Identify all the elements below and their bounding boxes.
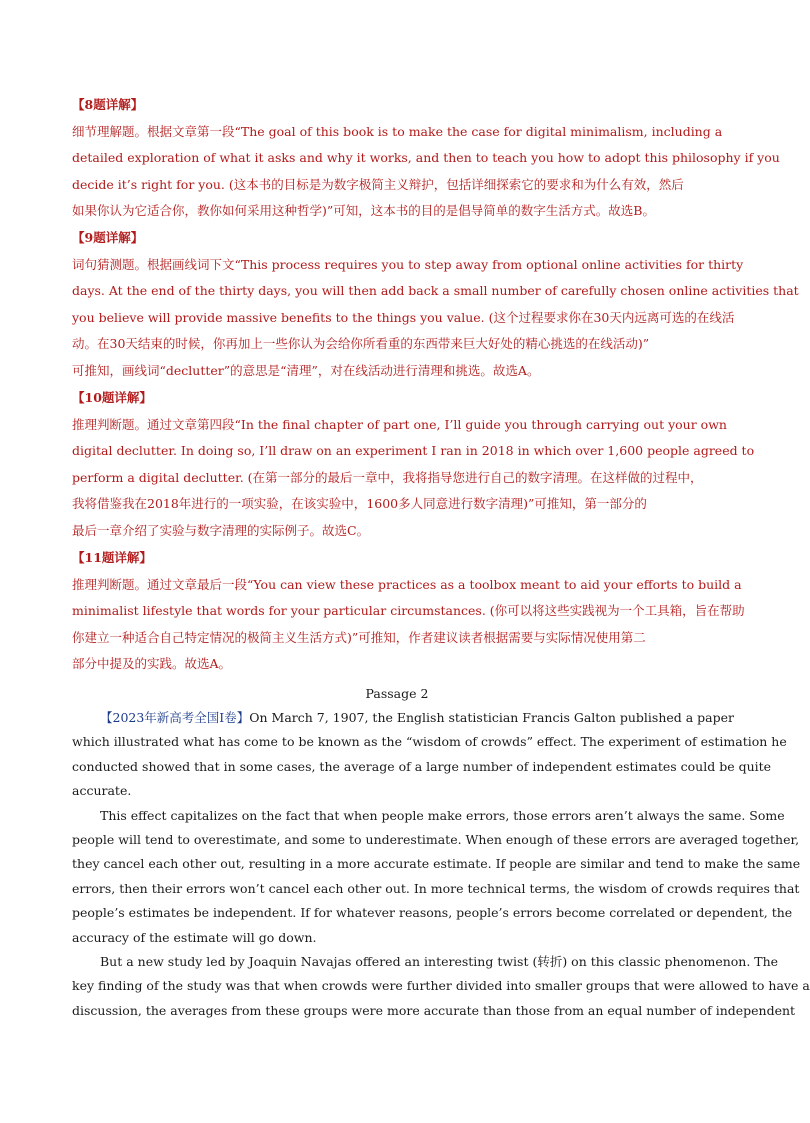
q10-line: 最后一章介绍了实验与数字清理的实际例子。故选C。 <box>72 522 370 538</box>
passage2-line: accurate. <box>72 783 132 799</box>
passage2-line: key finding of the study was that when crowds were further divided into smaller groups that were allowed to have a <box>72 978 810 994</box>
q8-line: 细节理解题。根据文章第一段“The goal of this book is to make the case for digital minimalism, including a <box>72 123 723 139</box>
passage2-line: But a new study led by Joaquin Navajas offered an interesting twist (转折) on this classic phenomenon. The <box>100 953 779 969</box>
q10-explanation <box>72 385 755 545</box>
q11-line: minimalist lifestyle that words for your particular circumstances. (你可以将这些实践视为一个工具箱，旨在帮助 <box>72 603 745 619</box>
passage2-line: they cancel each other out, resulting in a more accurate estimate. If people are similar and tend to make the same <box>72 856 801 872</box>
q9-explanation <box>72 225 799 385</box>
passage2-line: people’s estimates be independent. If for whatever reasons, people’s errors become correlated or dependent, the <box>72 905 793 921</box>
q8-line: detailed exploration of what it asks and why it works, and then to teach you how to adopt this philosophy if you <box>72 150 780 166</box>
q11-line: 推理判断题。通过文章最后一段“You can view these practices as a toolbox meant to aid your efforts to build a <box>72 576 742 592</box>
q8-header: 【8题详解】 <box>72 97 144 112</box>
passage2-line: errors, then their errors won’t cancel each other out. In more technical terms, the wisdom of crowds requires that <box>72 880 800 896</box>
q11-line: 你建立一种适合自己特定情况的极简主义生活方式)”可推知，作者建议读者根据需要与实际情况使用第二 <box>72 629 646 645</box>
passage2-text: On March 7, 1907, the English statistician Francis Galton published a paper <box>249 710 734 725</box>
q9-line: 动。在30天结束的时候，你再加上一些你认为会给你所看重的东西带来巨大好处的精心挑选的在线活动)” <box>72 336 650 352</box>
q9-line: you believe will provide massive benefits to the things you value. (这个过程要求你在30天内远离可选的在线活 <box>72 309 735 325</box>
q10-line: 我将借鉴我在2018年进行的一项实验，在该实验中，1600多人同意进行数字清理)”可推知，第一部分的 <box>72 496 647 512</box>
passage2-body <box>72 706 810 1023</box>
source-label: 【2023年新高考全国Ⅰ卷】 <box>100 710 250 725</box>
q10-line: 推理判断题。通过文章第四段“In the final chapter of part one, I’ll guide you through carrying out your own <box>72 416 727 432</box>
q10-line: digital declutter. In doing so, I’ll draw on an experiment I ran in 2018 in which over 1,600 people agreed to <box>72 443 755 459</box>
q11-header: 【11题详解】 <box>72 550 152 565</box>
q11-explanation <box>72 545 745 678</box>
q9-line: 词句猜测题。根据画线词下文“This process requires you to step away from optional online activities for thirty <box>72 256 744 272</box>
passage2-line: discussion, the averages from these groups were more accurate than those from an equal number of independent <box>72 1002 796 1018</box>
q10-header: 【10题详解】 <box>72 390 152 405</box>
passage2-line: which illustrated what has come to be known as the “wisdom of crowds” effect. The experiment of estimation he <box>72 734 787 750</box>
passage2-first-line <box>72 706 734 730</box>
passage2-line: people will tend to overestimate, and some to underestimate. When enough of these errors are averaged together, <box>72 831 800 847</box>
q9-line: days. At the end of the thirty days, you will then add back a small number of carefully chosen online activities that <box>72 283 799 299</box>
q8-line: 如果你认为它适合你，教你如何采用这种哲学)”可知，这本书的目的是倡导简单的数字生活方式。故选B。 <box>72 203 655 219</box>
passage2-line: This effect capitalizes on the fact that when people make errors, those errors aren’t always the same. Some <box>100 807 785 823</box>
q11-line: 部分中提及的实践。故选A。 <box>72 656 232 672</box>
q10-line: perform a digital declutter. (在第一部分的最后一章中，我将指导您进行自己的数字清理。在这样做的过程中， <box>72 469 703 485</box>
passage-title: Passage 2 <box>365 686 429 701</box>
passage2-line: conducted showed that in some cases, the average of a large number of independent estimates could be quite <box>72 758 772 774</box>
q8-explanation <box>72 92 780 225</box>
q8-line: decide it’s right for you. (这本书的目标是为数字极简主义辩护，包括详细探索它的要求和为什么有效，然后 <box>72 176 684 192</box>
passage2-line: accuracy of the estimate will go down. <box>72 929 317 945</box>
q9-line: 可推知，画线词“declutter”的意思是“清理”，对在线活动进行清理和挑选。故选A。 <box>72 362 540 378</box>
q9-header: 【9题详解】 <box>72 230 144 245</box>
